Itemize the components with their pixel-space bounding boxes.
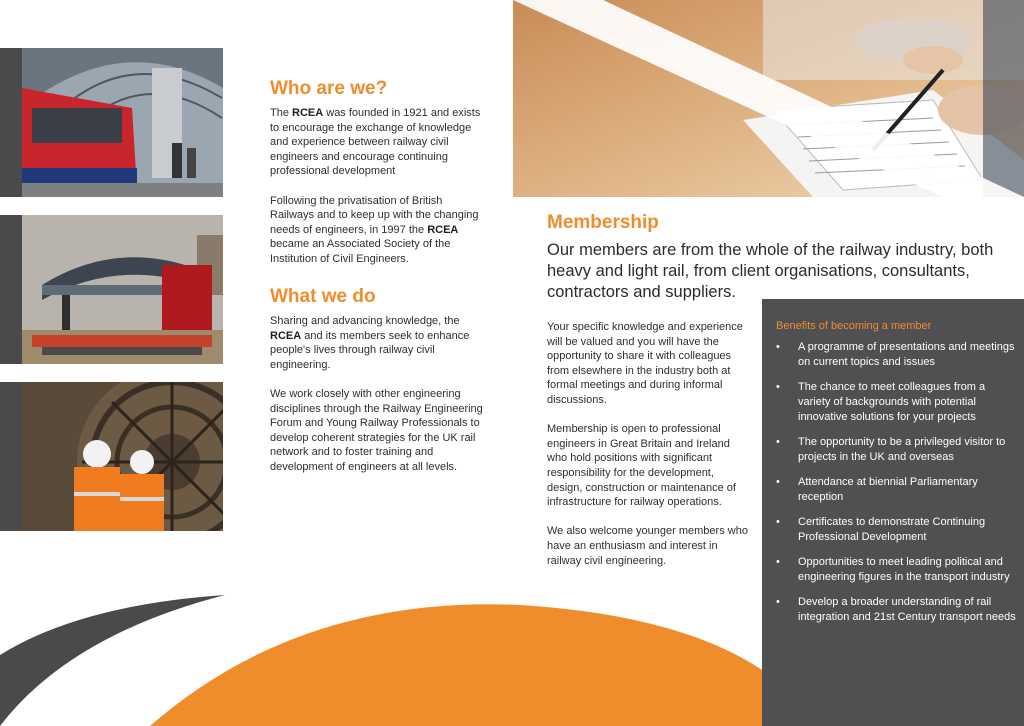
membership-heading: Membership: [547, 212, 659, 233]
tunnel-workers-photo: [22, 382, 223, 531]
benefit-item: • A programme of presentations and meetings on current topics and issues: [776, 341, 1015, 368]
bullet-icon: •: [776, 436, 780, 448]
rcea-bold: RCEA: [270, 329, 302, 342]
dlr-train-photo: [22, 48, 223, 197]
membership-text: [547, 320, 752, 583]
benefit-item: • The opportunity to be a privileged visitor to projects in the UK and overseas: [776, 436, 1006, 463]
what-text: [270, 314, 485, 489]
rcea-bold: RCEA: [427, 223, 459, 236]
what-paragraph-2: We work closely with other engineering disciplines through the Railway Engineering Forum and Young Railway Professionals to develop coherent strategies for the UK rail network and to foster training and development of engineers at all levels.: [270, 387, 483, 473]
photo-tab-1: [0, 48, 22, 197]
who-paragraph-1: The RCEA was founded in 1921 and exists to encourage the exchange of knowledge and experience between railway civil engineers and encourage continuing professional development: [270, 107, 481, 178]
bullet-icon: •: [776, 556, 780, 568]
membership-paragraph-3: We also welcome younger members who have an enthusiasm and interest in railway civil engineering.: [547, 525, 748, 567]
decorative-swoosh: [0, 595, 762, 726]
benefit-item: • Certificates to demonstrate Continuing Professional Development: [776, 516, 986, 543]
benefits-title: Benefits of becoming a member: [776, 320, 932, 332]
benefit-item: • Attendance at biennial Parliamentary reception: [776, 476, 978, 503]
benefits-list: [776, 340, 1016, 635]
who-text: [270, 106, 485, 281]
benefit-item: • Opportunities to meet leading political and engineering figures in the transport industry: [776, 556, 1010, 583]
photo-tab-2: [0, 215, 22, 364]
benefit-item: • The chance to meet colleagues from a variety of backgrounds with potential innovative solutions for your projects: [776, 381, 986, 423]
membership-lead: Our members are from the whole of the railway industry, both heavy and light rail, from client organisations, consultants, contractors and suppliers.: [547, 241, 994, 301]
photo-tab-3: [0, 382, 22, 531]
who-paragraph-2: Following the privatisation of British Railways and to keep up with the changing needs of engineers, in 1997 the RCEA became an Associated Society of the Institution of Civil Engineers.: [270, 194, 479, 265]
benefit-item: • Develop a broader understanding of rail integration and 21st Century transport needs: [776, 596, 1016, 623]
bridge-construction-photo: [22, 215, 223, 364]
membership-paragraph-1: Your specific knowledge and experience will be valued and you will have the opportunity to share it with colleagues from elsewhere in the industry both at formal meetings and during informal discussions.: [547, 321, 743, 406]
rcea-bold: RCEA: [292, 107, 324, 119]
benefits-panel: [762, 299, 1024, 726]
meeting-photo: [513, 0, 1024, 197]
what-heading: What we do: [270, 286, 376, 307]
bullet-icon: •: [776, 516, 780, 528]
bullet-icon: •: [776, 341, 780, 353]
what-paragraph-1: Sharing and advancing knowledge, the RCEA and its members seek to enhance people's lives through railway civil engineering.: [270, 315, 470, 371]
bullet-icon: •: [776, 476, 780, 488]
bullet-icon: •: [776, 596, 780, 608]
membership-paragraph-2: Membership is open to professional engineers in Great Britain and Ireland who hold positions with significant responsibility for the development, design, construction or maintenance of infrastructure for railway operations.: [547, 423, 736, 509]
bullet-icon: •: [776, 381, 780, 393]
who-heading: Who are we?: [270, 78, 388, 99]
